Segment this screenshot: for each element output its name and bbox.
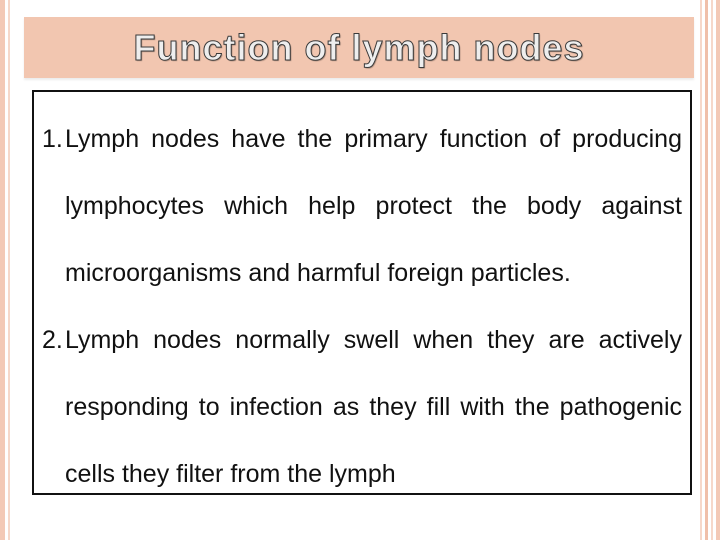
item-number: 2. [42, 326, 63, 354]
item-text: Lymph nodes normally swell when they are actively responding to infection as they fill with the pathogenic cells they filter from the lymph [65, 326, 682, 488]
title-bar [24, 17, 694, 78]
item-text: Lymph nodes have the primary function of producing lymphocytes which help protect the body against microorganisms and harmful foreign particles. [65, 125, 682, 287]
item-number: 1. [42, 125, 63, 153]
list-item [42, 307, 682, 508]
list-item [42, 106, 682, 307]
left-edge-stripe-thin [8, 0, 10, 540]
right-edge-stripe-mid [705, 0, 708, 540]
right-edge-stripe-thin [711, 0, 713, 540]
content-box [32, 90, 692, 495]
point-list [42, 106, 682, 508]
right-edge-stripe [716, 0, 720, 540]
slide-title: Function of lymph nodes [133, 26, 585, 68]
left-edge-stripe [0, 0, 5, 540]
right-edge-stripe-inner [700, 0, 702, 540]
